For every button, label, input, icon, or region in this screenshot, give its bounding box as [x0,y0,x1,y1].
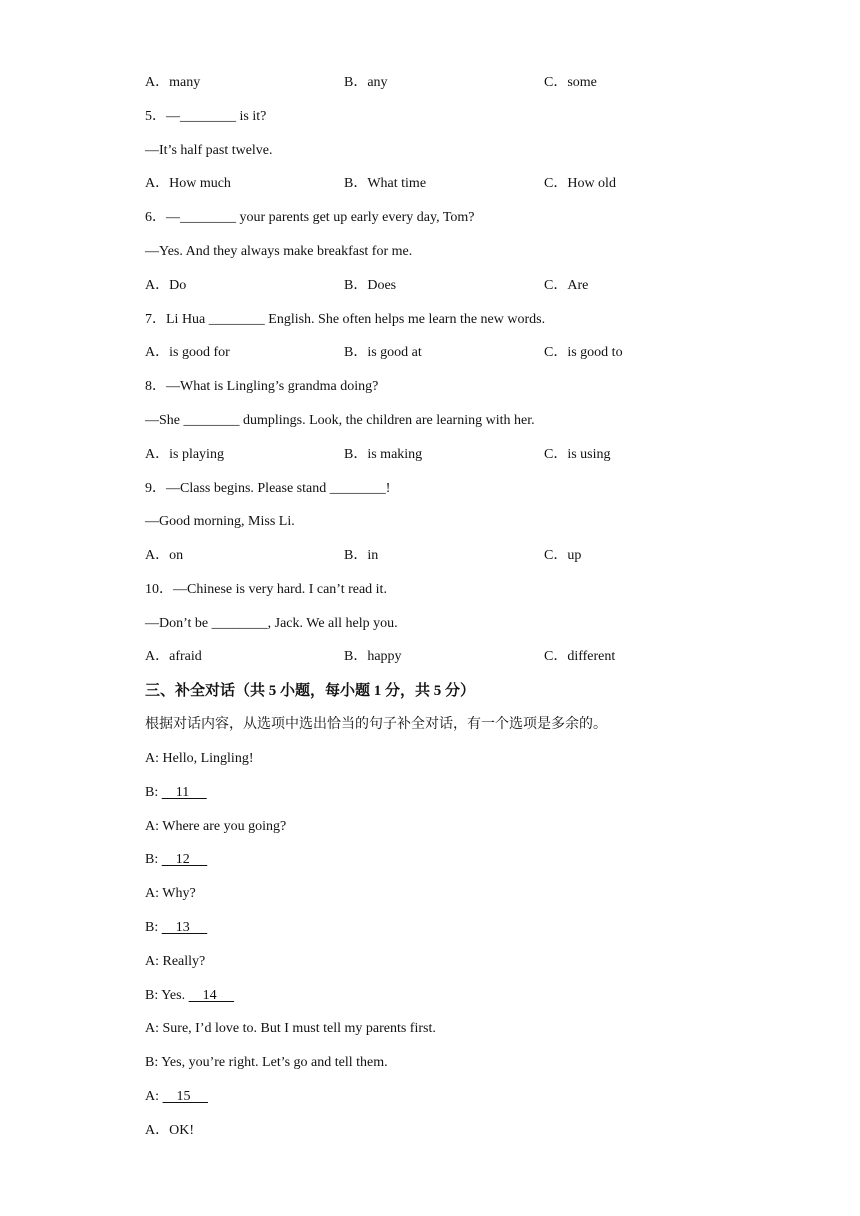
dialogue-line-7: A: Really? [145,954,206,969]
q6-option-c: C．Are [544,278,589,293]
q5-option-c: C．How old [544,176,616,191]
s3-option-a: A．OK! [145,1123,194,1138]
q6-reply: —Yes. And they always make breakfast for me. [145,244,413,259]
dialogue-line-1: A: Hello, Lingling! [145,751,254,766]
blank-15: 15 [162,1089,208,1104]
q9-option-b: B．in [344,548,379,563]
dialogue-line-11 [145,1088,208,1106]
q7-option-a: A．is good for [145,345,230,360]
q8-option-b: B．is making [344,447,423,462]
q9-option-a: A．on [145,548,184,563]
dialogue-line-4 [145,851,207,869]
section-instruction: 根据对话内容，从选项中选出恰当的句子补全对话，有一个选项是多余的。 [145,717,607,732]
q9-reply: —Good morning, Miss Li. [145,514,295,529]
q8-option-c: C．is using [544,447,611,462]
q5-option-a: A．How much [145,176,231,191]
blank-14: 14 [188,988,235,1003]
q10-reply: —Don’t be ________, Jack. We all help you. [145,616,398,631]
q6-option-a: A．Do [145,278,187,293]
q6-stem: 6．—________ your parents get up early every day, Tom? [145,210,475,225]
q4-option-b: B．any [344,75,388,90]
q10-option-a: A．afraid [145,649,202,664]
q9-option-c: C．up [544,548,582,563]
blank-11: 11 [161,785,207,800]
speaker-label: B: [145,852,162,867]
q10-option-b: B．happy [344,649,402,664]
dialogue-line-2 [145,784,207,802]
q7-option-c: C．is good to [544,345,623,360]
q9-stem: 9．—Class begins. Please stand ________! [145,481,391,496]
speaker-label: B: [145,785,162,800]
q5-stem: 5．—________ is it? [145,109,267,124]
dialogue-line-3: A: Where are you going? [145,819,287,834]
q4-option-c: C．some [544,75,597,90]
q8-reply: —She ________ dumplings. Look, the children are learning with her. [145,413,535,428]
q6-option-b: B．Does [344,278,397,293]
q5-option-b: B．What time [344,176,427,191]
dialogue-line-8 [145,987,234,1005]
dialogue-line-9: A: Sure, I’d love to. But I must tell my parents first. [145,1021,436,1036]
speaker-label: B: [145,920,162,935]
blank-13: 13 [161,920,208,935]
speaker-label: A: [145,1089,163,1104]
q5-reply: —It’s half past twelve. [145,143,273,158]
q7-stem: 7．Li Hua ________ English. She often helps me learn the new words. [145,312,546,327]
q10-option-c: C．different [544,649,616,664]
dialogue-line-5: A: Why? [145,886,196,901]
q7-option-b: B．is good at [344,345,422,360]
section-heading: 三、补全对话（共 5 小题，每小题 1 分，共 5 分） [145,683,476,699]
blank-12: 12 [161,852,208,867]
speaker-label: B: Yes. [145,988,189,1003]
dialogue-line-10: B: Yes, you’re right. Let’s go and tell them. [145,1055,388,1070]
q8-option-a: A．is playing [145,447,224,462]
q10-stem: 10．—Chinese is very hard. I can’t read it. [145,582,387,597]
q8-stem: 8．—What is Lingling’s grandma doing? [145,379,379,394]
q4-option-a: A．many [145,75,201,90]
dialogue-line-6 [145,919,207,937]
